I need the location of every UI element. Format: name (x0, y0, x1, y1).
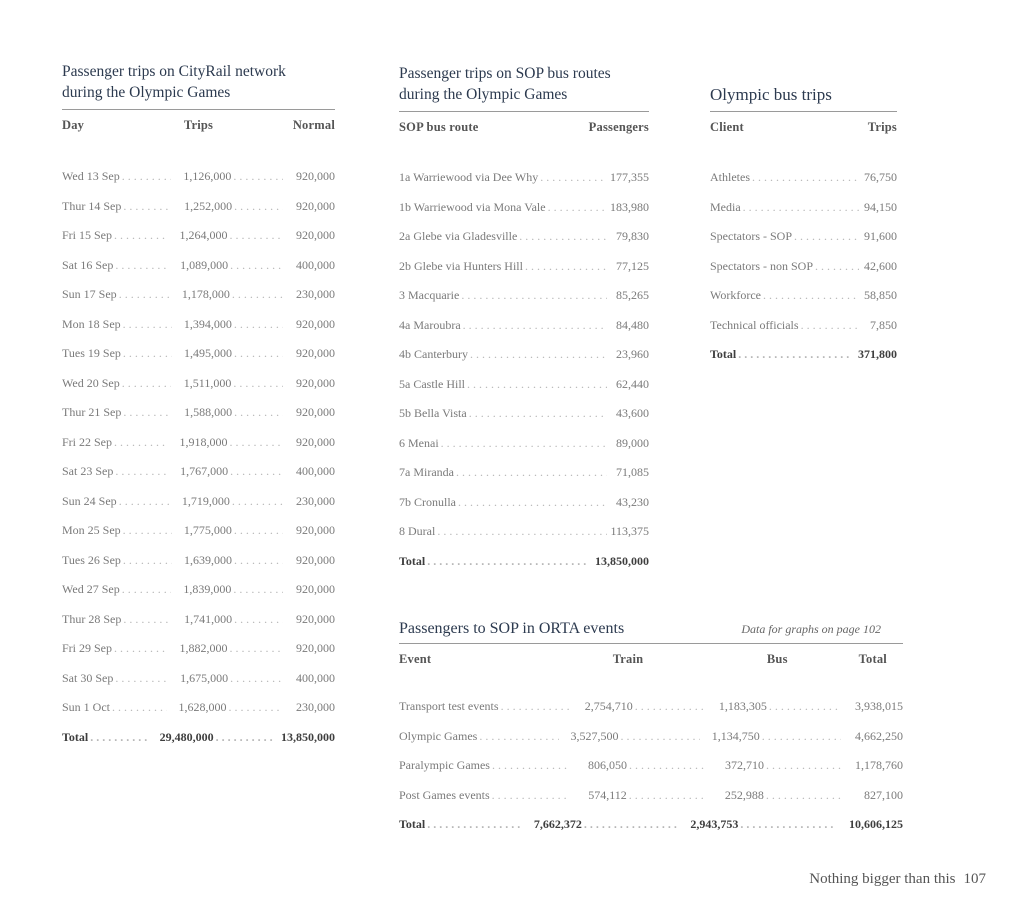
table-row (62, 199, 335, 229)
table-row (62, 376, 335, 406)
event-cell: Paralympic Games (399, 758, 490, 772)
table-row (62, 346, 335, 376)
dot-leader (769, 699, 841, 714)
trips-cell: 1,511,000 (183, 375, 232, 390)
dot-leader (123, 612, 172, 627)
dot-leader (232, 494, 283, 509)
header-trips: Trips (183, 118, 214, 132)
table-row (399, 436, 649, 466)
dot-leader (427, 554, 587, 569)
dot-leader (501, 699, 573, 714)
table-row (710, 318, 897, 348)
page-number: 107 (963, 871, 986, 887)
client-cell: Technical officials (710, 317, 799, 332)
dot-leader (540, 170, 607, 185)
passengers-cell: 23,960 (616, 347, 649, 361)
header-passengers: Passengers (588, 120, 649, 134)
table-row (62, 523, 335, 553)
dot-leader (629, 788, 704, 803)
dot-leader (740, 817, 835, 832)
dot-leader (123, 523, 172, 538)
sop-bus-table (399, 63, 649, 583)
dot-leader (234, 612, 283, 627)
day-cell: Mon 18 Sep (62, 316, 121, 331)
event-cell: Post Games events (399, 787, 490, 802)
route-cell: 4b Canterbury (399, 347, 468, 361)
dot-leader (743, 200, 859, 215)
dot-leader (470, 347, 607, 362)
table-row (399, 229, 649, 259)
dot-leader (230, 435, 284, 450)
trips-cell: 1,264,000 (179, 228, 228, 242)
trips-cell: 1,126,000 (183, 169, 232, 183)
orta-title: Passengers to SOP in ORTA events (399, 620, 625, 637)
olympic-bus-table (710, 84, 897, 377)
route-cell: 5a Castle Hill (399, 376, 465, 391)
dot-leader (525, 259, 607, 274)
trips-cell: 1,741,000 (184, 611, 233, 626)
total-normal: 13,850,000 (281, 729, 336, 744)
dot-leader (456, 465, 607, 480)
header-normal: Normal (292, 118, 335, 132)
normal-cell: 920,000 (296, 552, 335, 567)
header-day: Day (62, 118, 85, 132)
passengers-cell: 183,980 (610, 199, 649, 214)
table-row (399, 347, 649, 377)
table-row (399, 524, 649, 554)
trips-cell: 1,767,000 (180, 464, 229, 478)
total-row (399, 554, 649, 584)
total-label: Total (710, 347, 737, 361)
day-cell: Sun 1 Oct (62, 700, 110, 714)
client-cell: Spectators - SOP (710, 229, 792, 243)
dot-leader (469, 406, 607, 421)
dot-leader (492, 788, 567, 803)
table-row (399, 729, 903, 759)
dot-leader (794, 229, 859, 244)
normal-cell: 230,000 (296, 287, 335, 301)
dot-leader (635, 699, 707, 714)
trips-cell: 1,882,000 (179, 641, 228, 655)
route-cell: 1a Warriewood via Dee Why (399, 170, 539, 184)
dot-leader (548, 200, 607, 215)
table-row (399, 377, 649, 407)
dot-leader (90, 730, 147, 745)
day-cell: Wed 13 Sep (62, 169, 120, 183)
total-cell: 3,938,015 (854, 699, 903, 713)
total-cell: 827,100 (863, 787, 903, 802)
graphs-note: Data for graphs on page 102 (741, 622, 881, 636)
dot-leader (233, 169, 283, 184)
dot-leader (437, 524, 607, 539)
bus-cell: 1,183,305 (718, 699, 767, 713)
route-cell: 3 Macquarie (399, 288, 460, 302)
cityrail-table (62, 61, 335, 759)
footer-text: Nothing bigger than this (809, 871, 956, 887)
day-cell: Wed 20 Sep (62, 375, 120, 390)
orta-table (399, 618, 903, 847)
day-cell: Sun 17 Sep (62, 287, 117, 301)
dot-leader (234, 317, 283, 332)
title-line: Passenger trips on SOP bus routes (399, 65, 611, 82)
normal-cell: 920,000 (296, 641, 336, 655)
trips-cell: 1,252,000 (184, 198, 233, 213)
dot-leader (114, 228, 168, 243)
trips-cell: 1,719,000 (181, 493, 230, 508)
passengers-cell: 62,440 (616, 376, 649, 391)
passengers-cell: 113,375 (610, 524, 649, 538)
dot-leader (458, 495, 607, 510)
dot-leader (112, 700, 167, 715)
trips-cell: 1,495,000 (183, 346, 232, 360)
trips-cell: 76,750 (864, 170, 897, 184)
route-cell: 7a Miranda (399, 465, 454, 479)
dot-leader (230, 464, 283, 479)
table-row (62, 671, 335, 701)
dot-leader (115, 671, 168, 686)
dot-leader (233, 582, 283, 597)
dot-leader (762, 729, 841, 744)
day-cell: Sat 23 Sep (62, 464, 114, 478)
table-row (62, 169, 335, 199)
dot-leader (230, 641, 284, 656)
dot-leader (621, 729, 700, 744)
normal-cell: 920,000 (296, 434, 336, 449)
header-client: Client (710, 120, 744, 134)
normal-cell: 920,000 (296, 375, 336, 390)
client-cell: Workforce (710, 288, 762, 302)
header-bus: Bus (766, 652, 788, 666)
dot-leader (467, 377, 607, 392)
dot-leader (815, 259, 859, 274)
dot-leader (234, 346, 283, 361)
dot-leader (234, 405, 283, 420)
dot-leader (801, 318, 859, 333)
normal-cell: 920,000 (296, 523, 336, 537)
normal-cell: 920,000 (296, 346, 335, 360)
table-row (710, 170, 897, 200)
normal-cell: 230,000 (296, 700, 335, 714)
dot-leader (123, 346, 172, 361)
dot-leader (233, 376, 283, 391)
table-header (399, 120, 649, 135)
client-cell: Media (710, 199, 741, 214)
dot-leader (584, 817, 679, 832)
day-cell: Sat 16 Sep (62, 257, 114, 272)
table-row (399, 699, 903, 729)
table-row (399, 788, 903, 818)
table-header (710, 120, 897, 135)
dot-leader (441, 436, 607, 451)
divider (399, 111, 649, 112)
table-row (62, 641, 335, 671)
cityrail-title (62, 61, 335, 103)
dot-leader (122, 582, 172, 597)
divider (710, 111, 897, 112)
passengers-cell: 84,480 (616, 317, 649, 332)
dot-leader (230, 671, 283, 686)
trips-cell: 1,918,000 (179, 434, 228, 449)
bus-cell: 252,988 (724, 787, 764, 802)
table-row (399, 259, 649, 289)
trips-cell: 58,850 (864, 288, 897, 302)
total-row (399, 817, 903, 847)
event-cell: Transport test events (399, 699, 499, 713)
header-trips: Trips (867, 120, 897, 134)
normal-cell: 920,000 (296, 582, 336, 596)
header-route: SOP bus route (399, 120, 479, 134)
olympic-bus-title: Olympic bus trips (710, 85, 832, 104)
passengers-cell: 85,265 (616, 288, 649, 302)
total-cell: 4,662,250 (854, 728, 903, 743)
total-passengers: 13,850,000 (595, 553, 649, 568)
day-cell: Thur 21 Sep (62, 405, 122, 419)
route-cell: 6 Menai (399, 435, 439, 450)
total-label: Total (399, 553, 426, 568)
trips-cell: 1,178,000 (181, 287, 230, 301)
trips-cell: 42,600 (864, 258, 897, 273)
dot-leader (479, 729, 558, 744)
dot-leader (115, 464, 168, 479)
route-cell: 5b Bella Vista (399, 406, 467, 420)
dot-leader (519, 229, 607, 244)
dot-leader (738, 347, 851, 362)
header-train: Train (612, 652, 644, 666)
dot-leader (114, 641, 168, 656)
trips-cell: 91,600 (864, 229, 897, 243)
total-label: Total (399, 817, 426, 831)
dot-leader (230, 258, 283, 273)
total-trips: 371,800 (858, 347, 897, 361)
dot-leader (216, 730, 273, 745)
page-footer (809, 871, 986, 888)
table-row (62, 258, 335, 288)
route-cell: 4a Maroubra (399, 317, 461, 332)
dot-leader (763, 288, 859, 303)
dot-leader (119, 494, 170, 509)
day-cell: Fri 29 Sep (62, 641, 113, 655)
normal-cell: 920,000 (296, 405, 336, 419)
passengers-cell: 89,000 (616, 435, 649, 450)
day-cell: Sat 30 Sep (62, 670, 114, 685)
table-row (62, 405, 335, 435)
total-cell: 1,178,760 (854, 758, 903, 772)
normal-cell: 400,000 (296, 464, 335, 478)
passengers-cell: 177,355 (610, 170, 649, 184)
client-cell: Spectators - non SOP (710, 258, 813, 273)
train-cell: 2,754,710 (584, 699, 633, 713)
title-line: during the Olympic Games (62, 84, 231, 101)
dot-leader (119, 287, 170, 302)
sop-bus-title (399, 63, 649, 105)
route-cell: 7b Cronulla (399, 494, 456, 509)
day-cell: Wed 27 Sep (62, 582, 120, 596)
normal-cell: 920,000 (296, 228, 336, 242)
table-header (62, 118, 335, 133)
trips-cell: 1,394,000 (183, 316, 232, 331)
normal-cell: 230,000 (296, 493, 335, 508)
day-cell: Fri 15 Sep (62, 228, 113, 242)
total-row (62, 730, 335, 760)
dot-leader (766, 788, 841, 803)
table-row (62, 494, 335, 524)
divider (62, 109, 335, 110)
route-cell: 1b Warriewood via Mona Vale (399, 199, 546, 214)
day-cell: Fri 22 Sep (62, 434, 113, 449)
normal-cell: 920,000 (296, 198, 336, 213)
total-train: 7,662,372 (533, 817, 582, 831)
dot-leader (629, 758, 704, 773)
dot-leader (230, 228, 284, 243)
dot-leader (232, 287, 283, 302)
normal-cell: 400,000 (296, 257, 335, 272)
table-row (62, 228, 335, 258)
title-line: during the Olympic Games (399, 86, 568, 103)
table-row (62, 612, 335, 642)
dot-leader (115, 258, 168, 273)
client-cell: Athletes (710, 170, 750, 184)
normal-cell: 920,000 (296, 316, 336, 331)
passengers-cell: 43,600 (616, 406, 649, 420)
passengers-cell: 79,830 (616, 229, 649, 243)
dot-leader (752, 170, 859, 185)
normal-cell: 920,000 (296, 611, 336, 626)
day-cell: Sun 24 Sep (62, 493, 117, 508)
bus-cell: 372,710 (724, 758, 764, 772)
table-row (62, 553, 335, 583)
table-header (399, 652, 903, 667)
trips-cell: 1,675,000 (180, 670, 229, 685)
table-row (62, 582, 335, 612)
header-total: Total (858, 652, 887, 666)
dot-leader (234, 553, 283, 568)
bus-cell: 1,134,750 (711, 728, 760, 743)
total-row (710, 347, 897, 377)
table-row (710, 259, 897, 289)
table-row (399, 318, 649, 348)
table-row (62, 700, 335, 730)
trips-cell: 1,628,000 (178, 700, 227, 714)
day-cell: Thur 28 Sep (62, 611, 122, 626)
day-cell: Tues 26 Sep (62, 552, 121, 567)
dot-leader (766, 758, 841, 773)
passengers-cell: 43,230 (616, 494, 649, 509)
table-row (399, 288, 649, 318)
header-event: Event (399, 652, 432, 666)
route-cell: 2b Glebe via Hunters Hill (399, 258, 523, 273)
table-row (399, 170, 649, 200)
day-cell: Thur 14 Sep (62, 198, 122, 213)
dot-leader (461, 288, 607, 303)
total-label: Total (62, 729, 89, 744)
trips-cell: 1,588,000 (184, 405, 233, 419)
trips-cell: 1,775,000 (183, 523, 232, 537)
total-trips: 29,480,000 (159, 729, 214, 744)
trips-cell: 1,639,000 (183, 552, 232, 567)
dot-leader (123, 405, 172, 420)
trips-cell: 1,839,000 (183, 582, 232, 596)
dot-leader (234, 523, 283, 538)
table-row (399, 465, 649, 495)
trips-cell: 7,850 (870, 317, 897, 332)
table-row (710, 200, 897, 230)
title-line: Passenger trips on CityRail network (62, 63, 286, 80)
dot-leader (427, 817, 522, 832)
passengers-cell: 77,125 (616, 258, 649, 273)
train-cell: 3,527,500 (570, 728, 619, 743)
table-row (710, 229, 897, 259)
table-row (399, 200, 649, 230)
dot-leader (114, 435, 168, 450)
dot-leader (122, 376, 172, 391)
divider (399, 643, 903, 644)
table-row (62, 287, 335, 317)
dot-leader (123, 199, 172, 214)
table-row (399, 406, 649, 436)
route-cell: 8 Dural (399, 524, 436, 538)
passengers-cell: 71,085 (616, 465, 649, 479)
table-row (62, 464, 335, 494)
dot-leader (123, 317, 172, 332)
normal-cell: 920,000 (296, 169, 336, 183)
train-cell: 574,112 (588, 787, 627, 802)
total-bus: 2,943,753 (690, 817, 739, 831)
trips-cell: 94,150 (864, 199, 897, 214)
table-row (62, 435, 335, 465)
normal-cell: 400,000 (296, 670, 335, 685)
dot-leader (234, 199, 283, 214)
event-cell: Olympic Games (399, 728, 478, 743)
table-row (62, 317, 335, 347)
dot-leader (123, 553, 172, 568)
trips-cell: 1,089,000 (180, 257, 229, 272)
table-row (399, 758, 903, 788)
table-row (710, 288, 897, 318)
table-row (399, 495, 649, 525)
dot-leader (463, 318, 607, 333)
dot-leader (229, 700, 284, 715)
route-cell: 2a Glebe via Gladesville (399, 229, 518, 243)
dot-leader (492, 758, 567, 773)
day-cell: Tues 19 Sep (62, 346, 121, 360)
total-total: 10,606,125 (849, 817, 904, 831)
dot-leader (122, 169, 172, 184)
day-cell: Mon 25 Sep (62, 523, 121, 537)
train-cell: 806,050 (587, 758, 627, 772)
